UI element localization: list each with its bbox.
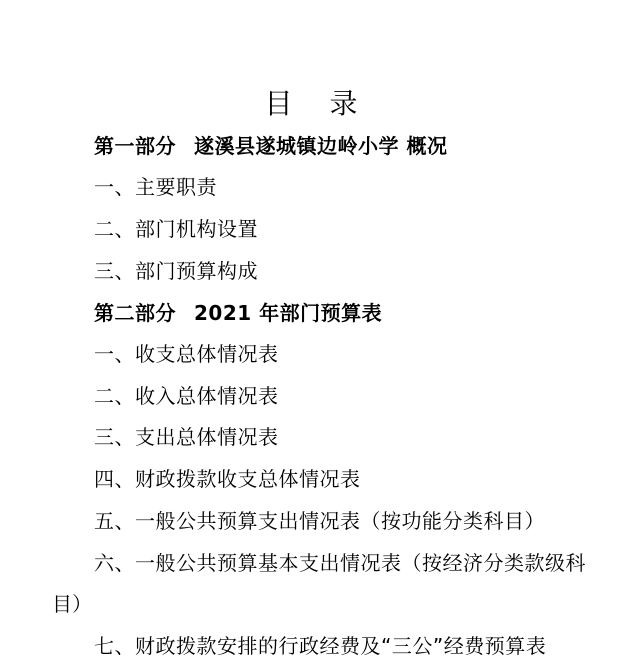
- part2-heading: [94, 299, 382, 327]
- part1-name: 遂溪县遂城镇边岭小学 概况: [194, 134, 448, 158]
- toc-item-part2-6-continued: 目）: [52, 592, 92, 616]
- toc-item-part2-7: 七、财政拨款安排的行政经费及“三公”经费预算表: [94, 634, 547, 658]
- part2-name: 2021 年部门预算表: [194, 301, 383, 325]
- part1-heading: [94, 132, 447, 160]
- toc-title: 目 录: [264, 87, 372, 120]
- toc-item-part2-5: 五、一般公共预算支出情况表（按功能分类科目）: [94, 509, 545, 533]
- toc-item-part2-2: 二、收入总体情况表: [94, 384, 279, 408]
- toc-item-part1-3: 三、部门预算构成: [94, 259, 258, 283]
- toc-item-part2-4: 四、财政拨款收支总体情况表: [94, 467, 361, 491]
- toc-item-part2-1: 一、收支总体情况表: [94, 342, 279, 366]
- toc-item-part1-1: 一、主要职责: [94, 175, 217, 199]
- part2-label: 第二部分: [94, 301, 176, 325]
- toc-item-part2-6: 六、一般公共预算基本支出情况表（按经济分类款级科: [94, 551, 586, 575]
- toc-item-part2-3: 三、支出总体情况表: [94, 425, 279, 449]
- part1-label: 第一部分: [94, 134, 176, 158]
- toc-item-part1-2: 二、部门机构设置: [94, 217, 258, 241]
